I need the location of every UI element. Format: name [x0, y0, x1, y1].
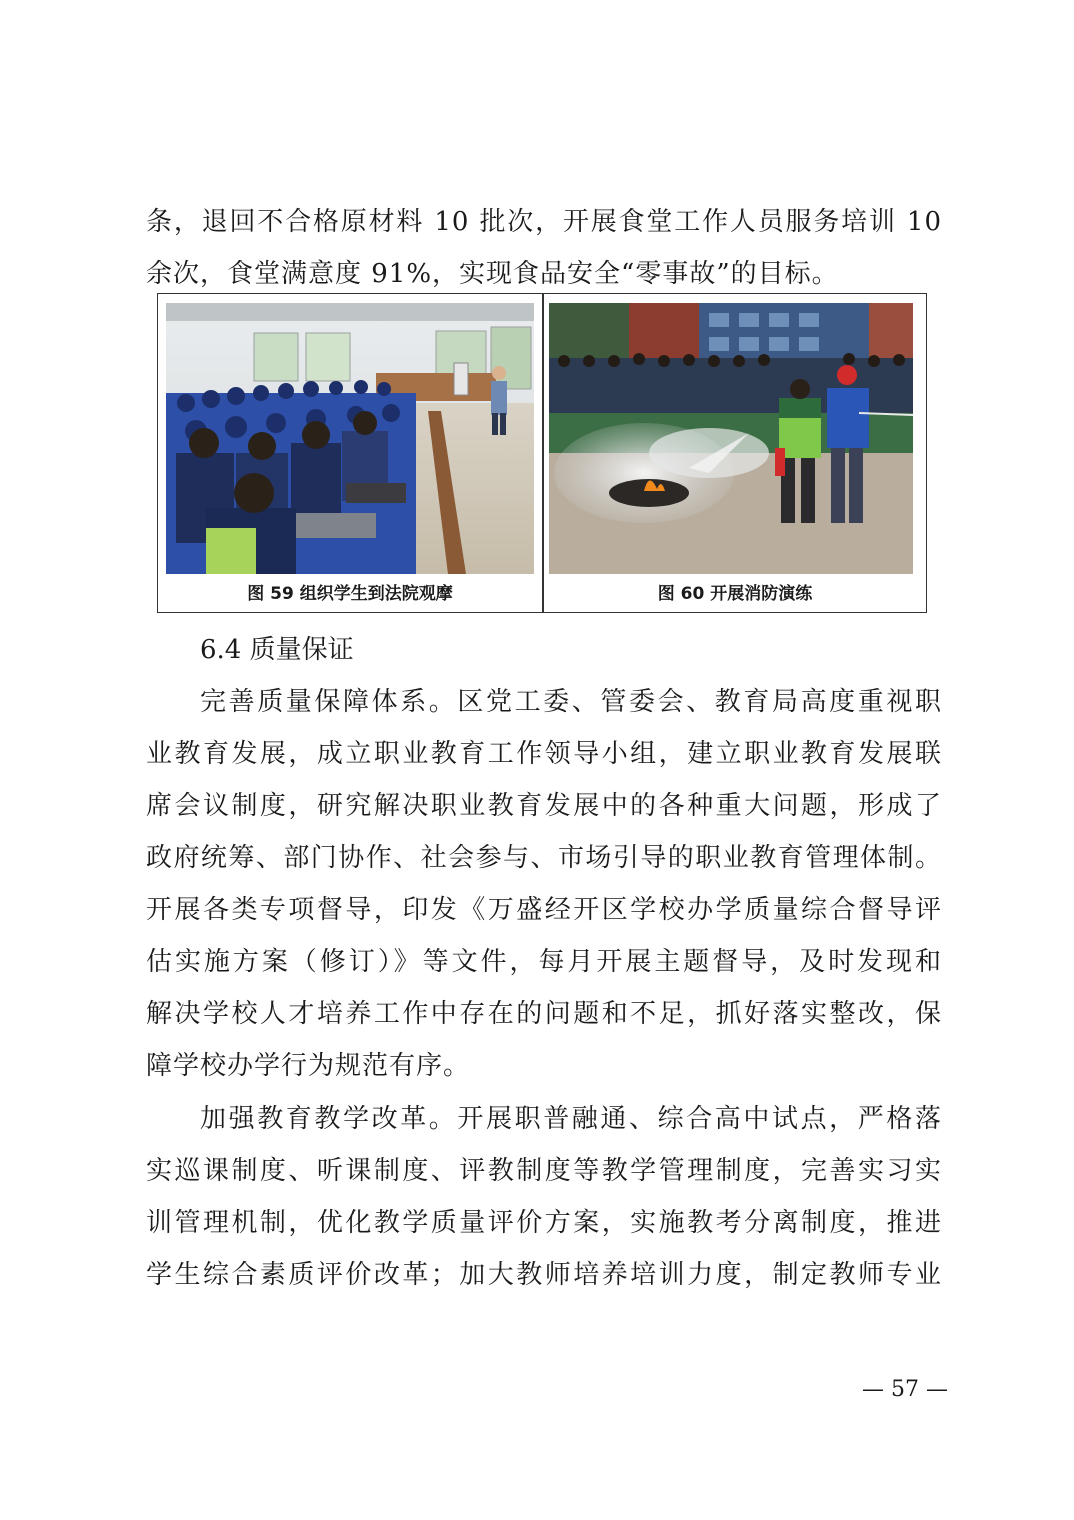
table-divider	[542, 294, 544, 612]
courtroom-photo	[166, 303, 534, 574]
figure-table	[157, 293, 927, 613]
paragraph-line: 完善质量保障体系。区党工委、管委会、教育局高度重视职	[200, 687, 942, 717]
paragraph-line: 训管理机制，优化教学质量评价方案，实施教考分离制度，推进	[146, 1208, 942, 1238]
paragraph-line: 实巡课制度、听课制度、评教制度等教学管理制度，完善实习实	[146, 1156, 942, 1186]
paragraph-line: 估实施方案（修订）》等文件，每月开展主题督导，及时发现和	[146, 947, 942, 977]
paragraph-line: 余次，食堂满意度 91%，实现食品安全“零事故”的目标。	[146, 259, 839, 289]
paragraph-line: 解决学校人才培养工作中存在的问题和不足，抓好落实整改，保	[146, 999, 942, 1029]
paragraph-line: 业教育发展，成立职业教育工作领导小组，建立职业教育发展联	[146, 739, 942, 769]
fire-drill-photo	[549, 303, 913, 574]
figure-caption: 图 59 组织学生到法院观摩	[247, 584, 453, 604]
paragraph-line: 障学校办学行为规范有序。	[146, 1051, 471, 1081]
paragraph-line: 条，退回不合格原材料 10 批次，开展食堂工作人员服务培训 10	[146, 207, 942, 237]
paragraph-line: 政府统筹、部门协作、社会参与、市场引导的职业教育管理体制。	[146, 843, 942, 873]
paragraph-line: 加强教育教学改革。开展职普融通、综合高中试点，严格落	[200, 1104, 942, 1134]
section-heading: 6.4 质量保证	[200, 635, 354, 665]
paragraph-line: 学生综合素质评价改革；加大教师培养培训力度，制定教师专业	[146, 1260, 942, 1290]
figure-caption: 图 60 开展消防演练	[657, 584, 813, 604]
paragraph-line: 开展各类专项督导，印发《万盛经开区学校办学质量综合督导评	[146, 895, 942, 925]
paragraph-line: 席会议制度，研究解决职业教育发展中的各种重大问题，形成了	[146, 791, 942, 821]
page-number: — 57 —	[862, 1377, 948, 1402]
